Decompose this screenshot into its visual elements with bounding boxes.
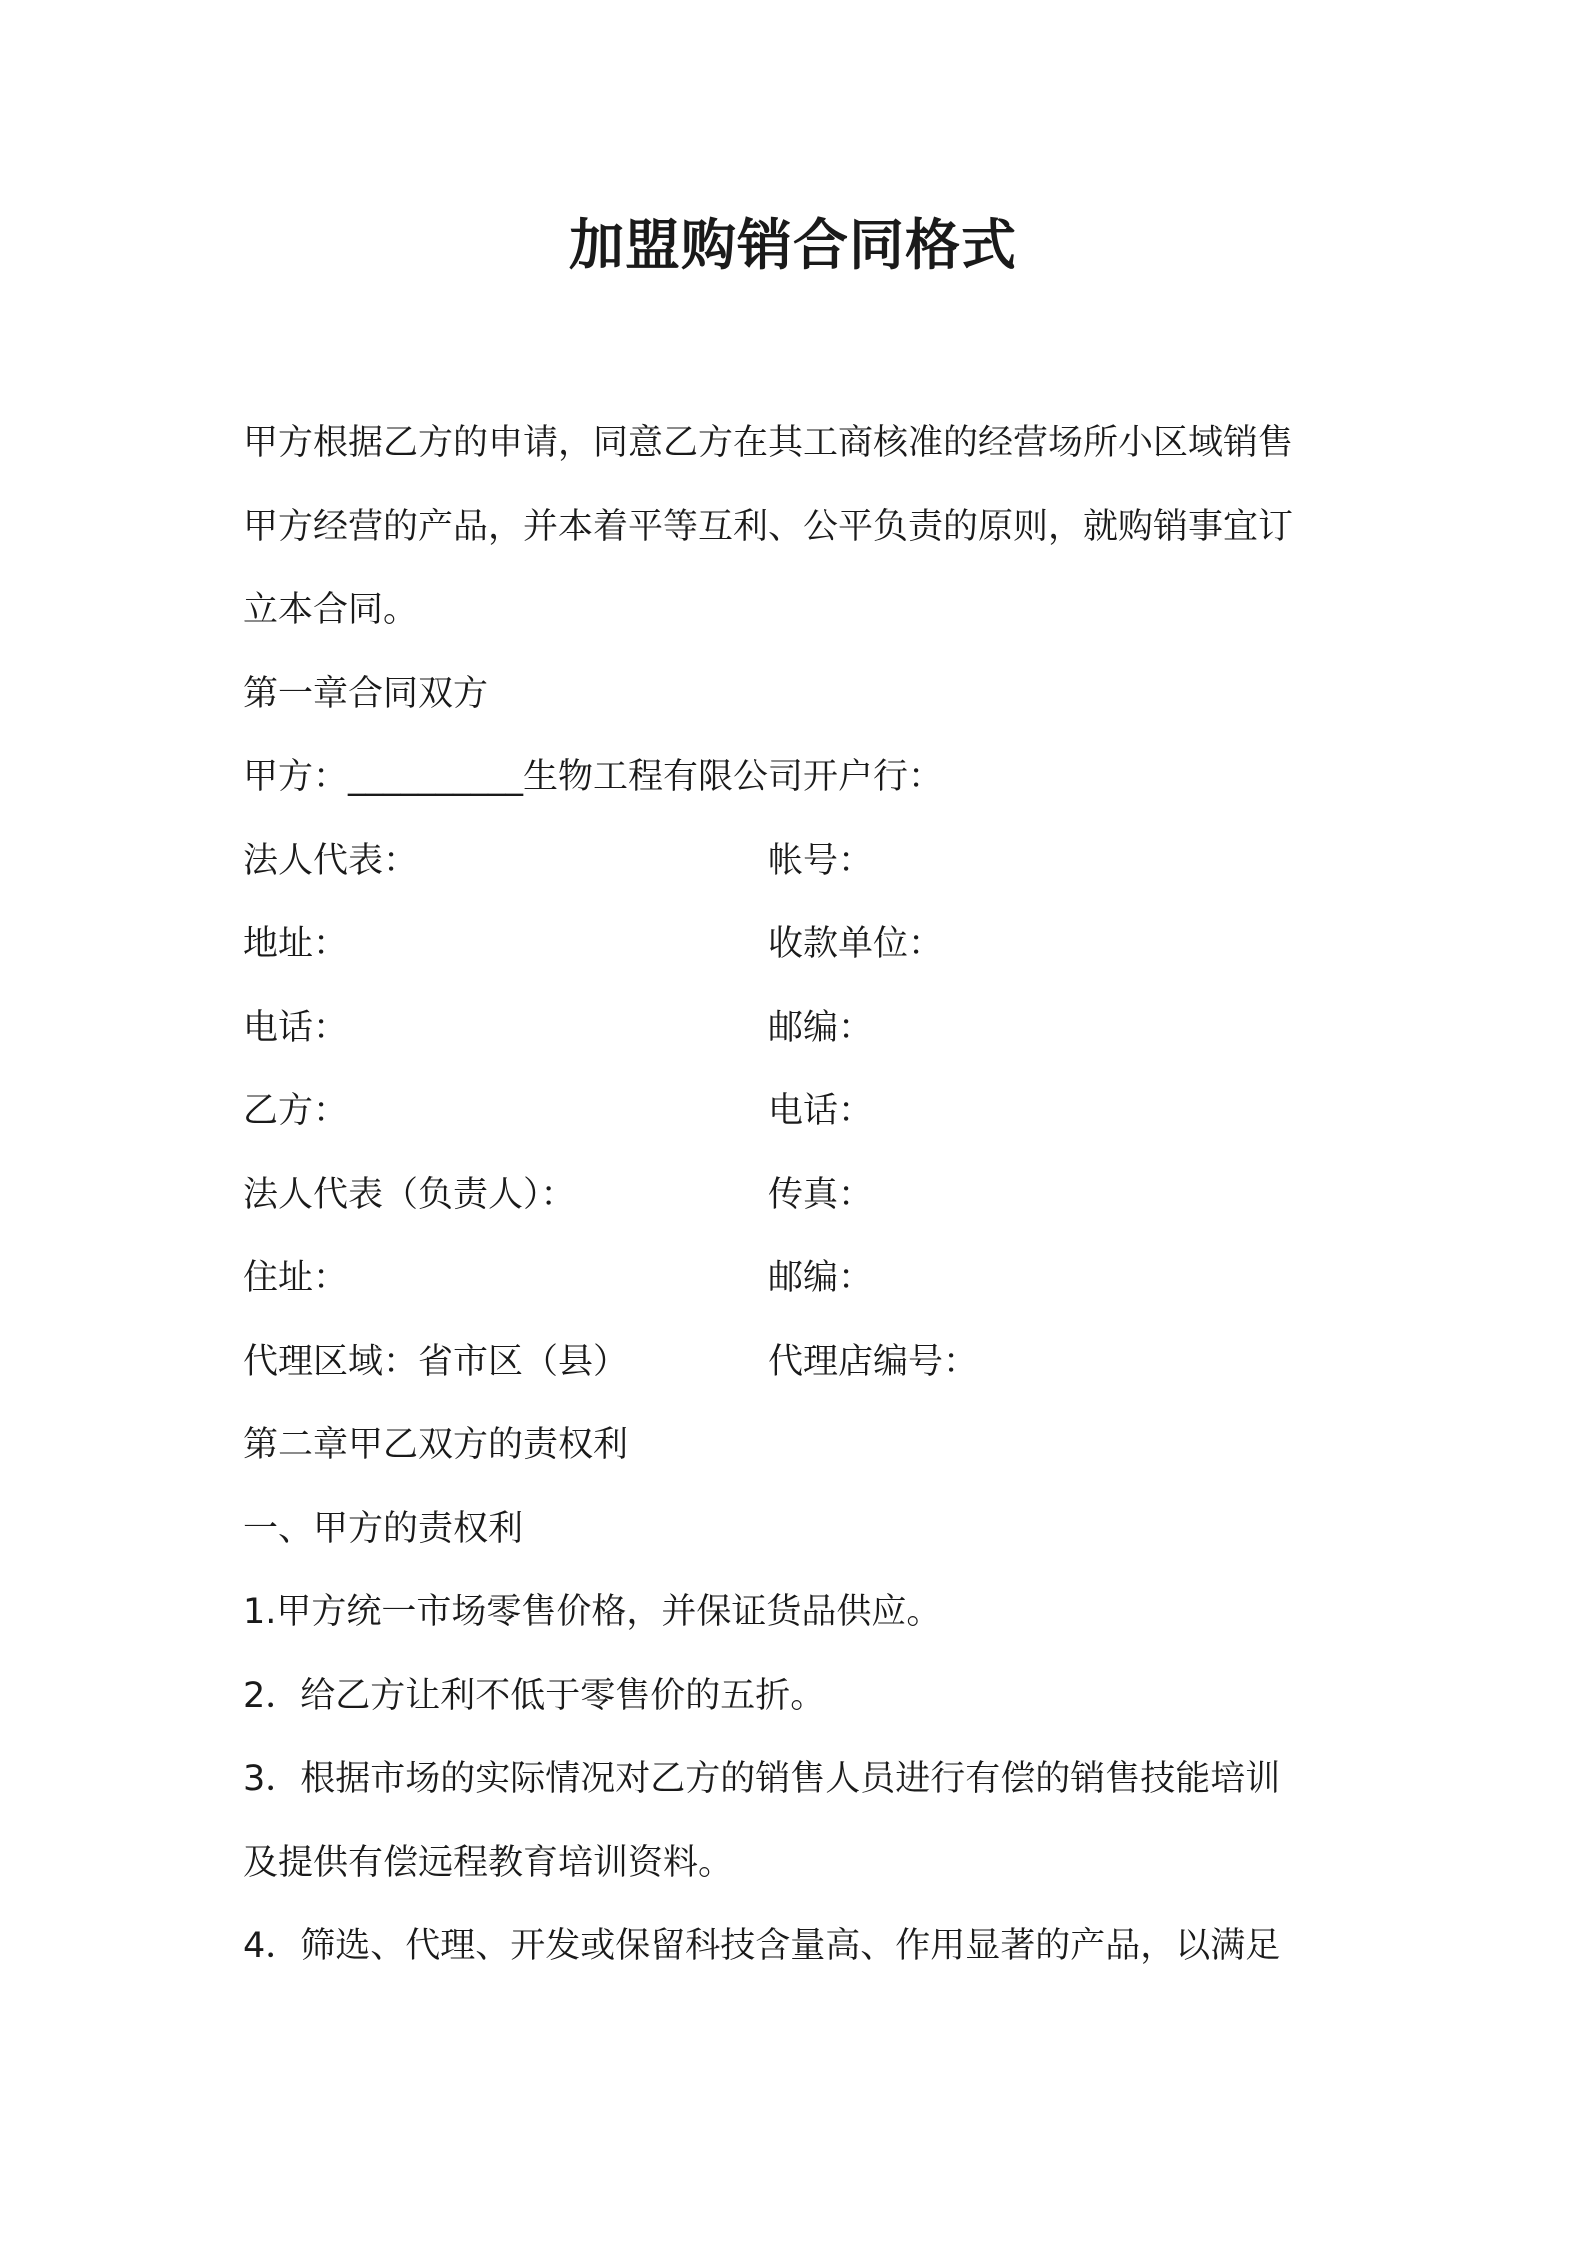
field-row — [243, 1237, 1358, 1321]
field-row — [243, 820, 1358, 904]
field-row — [243, 987, 1358, 1071]
field-row — [243, 903, 1358, 987]
field-row — [243, 1321, 1358, 1405]
field-label: 帐号： — [768, 840, 874, 881]
section-heading: 一、甲方的责权利 — [243, 1508, 524, 1549]
clause-line: 2．给乙方让利不低于零售价的五折。 — [243, 1675, 826, 1716]
clause-line: 及提供有偿远程教育培训资料。 — [243, 1842, 734, 1883]
field-label: 传真： — [768, 1174, 874, 1215]
chapter-heading: 第一章合同双方 — [243, 673, 489, 714]
field-label: 住址： — [243, 1258, 349, 1298]
field-label: 电话： — [243, 1007, 349, 1048]
intro-line: 甲方经营的产品，并本着平等互利、公平负责的原则，就购销事宜订 — [243, 506, 1294, 547]
field-label: 地址： — [243, 924, 349, 964]
clause-line: 1.甲方统一市场零售价格，并保证货品供应。 — [243, 1592, 942, 1632]
field-label: 法人代表： — [243, 840, 419, 881]
field-row — [243, 1070, 1358, 1154]
party-a-line: 甲方：__________生物工程有限公司开户行： — [243, 757, 944, 797]
field-label: 乙方： — [243, 1091, 349, 1131]
field-label: 代理店编号： — [768, 1341, 979, 1382]
document-title: 加盟购销合同格式 — [568, 213, 1017, 277]
field-label: 收款单位： — [768, 924, 944, 964]
field-label: 邮编： — [768, 1007, 874, 1048]
field-row — [243, 1154, 1358, 1238]
field-label: 邮编： — [768, 1258, 874, 1298]
document-body — [243, 402, 1358, 1989]
field-label: 法人代表（负责人）： — [243, 1174, 576, 1215]
field-label: 代理区域：省市区（县） — [243, 1341, 629, 1382]
field-label: 电话： — [768, 1091, 874, 1131]
chapter-heading: 第二章甲乙双方的责权利 — [243, 1425, 629, 1465]
clause-line: 4．筛选、代理、开发或保留科技含量高、作用显著的产品，以满足 — [243, 1926, 1281, 1966]
clause-line: 3．根据市场的实际情况对乙方的销售人员进行有偿的销售技能培训 — [243, 1759, 1281, 1799]
intro-line: 立本合同。 — [243, 590, 419, 630]
intro-line: 甲方根据乙方的申请，同意乙方在其工商核准的经营场所小区域销售 — [243, 423, 1294, 463]
